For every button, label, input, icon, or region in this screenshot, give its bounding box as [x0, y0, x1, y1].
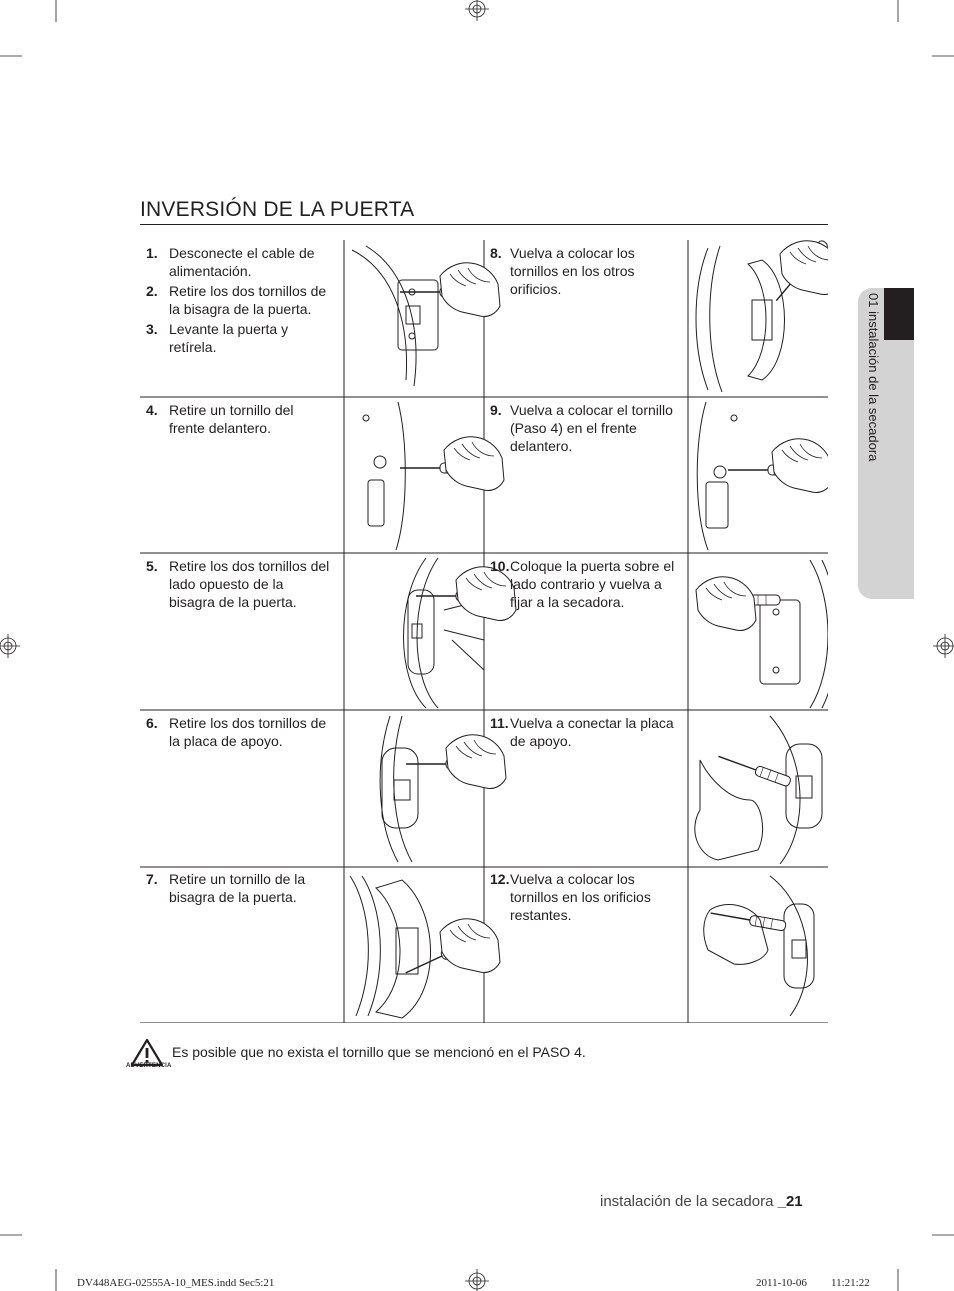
cell-step-5: [140, 557, 332, 613]
cell-step-12: [484, 870, 680, 926]
step-item: 1. Desconecte el cable de alimentación.: [146, 245, 315, 279]
registration-mark-top: [465, 0, 489, 21]
step-item: 2. Retire los dos tornillos de la bisagra de la puerta.: [146, 283, 327, 317]
step-item: 12. Vuelva a colocar los tornillos en los orificios restantes.: [490, 871, 651, 923]
page-title: INVERSIÓN DE LA PUERTA: [140, 198, 415, 221]
cell-step-8: [484, 244, 680, 300]
cell-steps-1-3: [140, 244, 332, 358]
step-item: 5. Retire los dos tornillos del lado opuesto de la bisagra de la puerta.: [146, 558, 330, 610]
step-item: 10. Coloque la puerta sobre el lado contrario y vuelva a fijar a la secadora.: [490, 558, 675, 610]
slug-date: 2011-10-06: [756, 1277, 807, 1289]
slug-time: 11:21:22: [831, 1277, 870, 1289]
slug-file: DV448AEG-02555A-10_MES.indd Sec5:21: [77, 1277, 275, 1289]
step-item: 3. Levante la puerta y retírela.: [146, 321, 289, 355]
title-rule: [140, 224, 828, 225]
chapter-tab-marker: [884, 288, 914, 340]
illustration-step-8: [696, 240, 828, 392]
registration-mark-right: [933, 634, 954, 658]
illustration-step-7: [350, 876, 500, 1018]
registration-mark-bottom: [465, 1269, 489, 1291]
illustration-step-12: [704, 876, 814, 1016]
cell-step-10: [484, 557, 680, 613]
step-item: 4. Retire un tornillo del frente delantero.: [146, 402, 294, 436]
illustration-step-4: [363, 402, 504, 550]
step-item: 9. Vuelva a colocar el tornillo (Paso 4) en el frente delantero.: [490, 402, 673, 454]
registration-mark-left: [0, 634, 20, 658]
cell-step-9: [484, 401, 680, 457]
cell-step-6: [140, 714, 332, 752]
cell-step-11: [484, 714, 680, 752]
step-item: 11. Vuelva a conectar la placa de apoyo.: [490, 715, 674, 749]
page-number: _21: [777, 1193, 803, 1210]
warning-label: ADVERTENCIA: [126, 1063, 172, 1069]
page-footer: [600, 1193, 803, 1210]
illustration-step-9: [697, 402, 828, 550]
illustration-step-1-3: [352, 246, 500, 386]
cell-step-4: [140, 401, 332, 439]
warning-text: Es posible que no exista el tornillo que se mencionó en el PASO 4.: [172, 1044, 586, 1060]
illustration-step-11: [695, 716, 822, 864]
step-item: 7. Retire un tornillo de la bisagra de la puerta.: [146, 871, 306, 905]
footer-section-name: instalación de la secadora: [600, 1193, 774, 1210]
illustration-step-10: [696, 560, 828, 708]
chapter-tab-label: 01 instalación de la secadora: [866, 293, 881, 462]
step-item: 8. Vuelva a colocar los tornillos en los otros orificios.: [490, 245, 635, 297]
cell-step-7: [140, 870, 332, 908]
step-item: 6. Retire los dos tornillos de la placa de apoyo.: [146, 715, 327, 749]
